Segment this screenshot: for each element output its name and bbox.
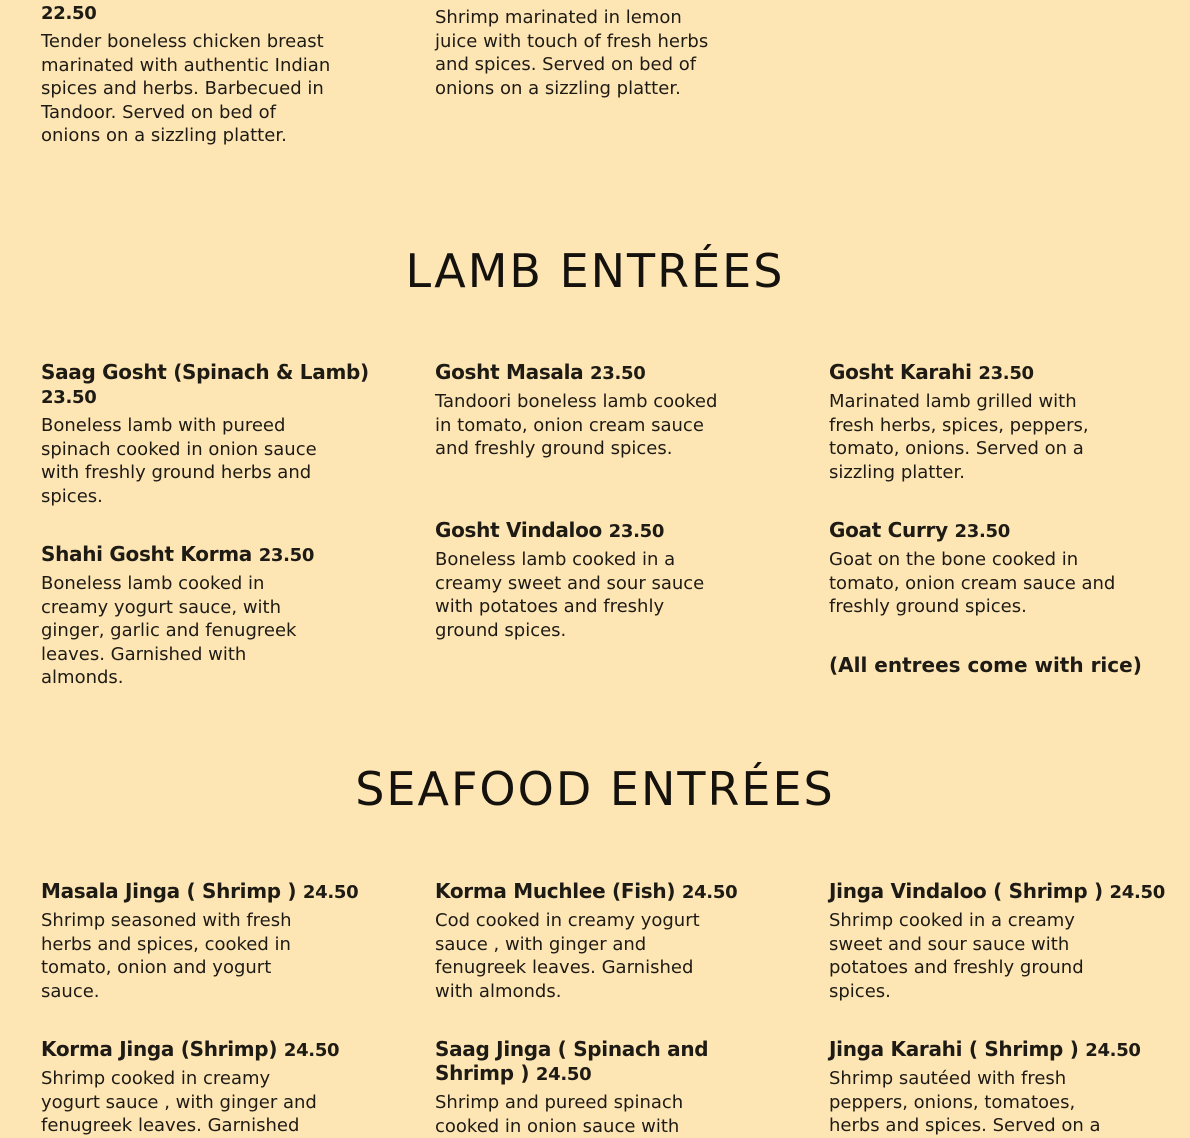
item-name: Gosht Masala: [435, 360, 584, 384]
item-price: 24.50: [1085, 1040, 1141, 1061]
item-heading: [435, 1037, 785, 1087]
item-heading: [41, 360, 391, 410]
item-description: Shrimp seasoned with fresh herbs and spices, cooked in tomato, onion and yogurt sauce.: [41, 910, 292, 1002]
item-description: Boneless lamb cooked in a creamy sweet and sour sauce with potatoes and freshly ground spices.: [435, 549, 705, 641]
menu-item: [829, 1037, 1179, 1138]
item-name: Gosht Vindaloo: [435, 518, 602, 542]
item-price: 24.50: [535, 1064, 592, 1085]
item-heading: [829, 518, 1179, 544]
menu-item: [829, 518, 1179, 619]
item-heading: [41, 879, 391, 905]
item-heading: [829, 360, 1179, 386]
item-description: Tender boneless chicken breast marinated with authentic Indian spices and herbs. Barbecued in Tandoor. Served on bed of onions on a sizzling platter.: [41, 31, 331, 146]
menu-item: [41, 542, 391, 690]
item-name: Jinga Vindaloo ( Shrimp ): [829, 879, 1103, 903]
item-description: Shrimp cooked in a creamy sweet and sour sauce with potatoes and freshly ground spices.: [829, 910, 1084, 1002]
item-name: Saag Gosht (Spinach & Lamb): [41, 360, 369, 384]
item-heading: [41, 0, 391, 26]
menu-item-tandoori-chicken: [41, 0, 391, 148]
item-description: Marinated lamb grilled with fresh herbs, spices, peppers, tomato, onions. Served on a sizzling platter.: [829, 391, 1089, 483]
item-price: 24.50: [1109, 882, 1165, 903]
item-description: Shrimp cooked in creamy yogurt sauce , with ginger and fenugreek leaves. Garnished: [41, 1068, 317, 1136]
item-price: 23.50: [258, 545, 315, 566]
item-heading: [435, 518, 785, 544]
menu-item: [435, 879, 785, 1003]
menu-item: [435, 360, 785, 461]
item-name: Korma Jinga (Shrimp): [41, 1037, 278, 1061]
item-description: Shrimp marinated in lemon juice with touch of fresh herbs and spices. Served on bed of onions on a sizzling platter.: [435, 7, 709, 99]
item-name: Jinga Karahi ( Shrimp ): [829, 1037, 1079, 1061]
menu-item: [41, 360, 391, 508]
item-description: Cod cooked in creamy yogurt sauce , with ginger and fenugreek leaves. Garnished with almonds.: [435, 910, 700, 1002]
item-name: Korma Muchlee (Fish): [435, 879, 676, 903]
item-name: Gosht Karahi: [829, 360, 972, 384]
rice-note: (All entrees come with rice): [829, 653, 1142, 677]
section-title-seafood: SEAFOOD ENTRÉES: [355, 762, 835, 816]
menu-item: [829, 879, 1179, 1003]
item-price: 23.50: [954, 521, 1010, 542]
item-price: 23.50: [590, 363, 646, 384]
item-price: 24.50: [681, 882, 738, 903]
item-price: 23.50: [978, 363, 1034, 384]
item-description: Shrimp and pureed spinach cooked in onion sauce with: [435, 1092, 684, 1137]
item-price: 22.50: [41, 3, 97, 24]
item-description: Tandoori boneless lamb cooked in tomato, onion cream sauce and freshly ground spices.: [435, 391, 718, 459]
item-price: 24.50: [302, 882, 359, 903]
item-name: Masala Jinga ( Shrimp ): [41, 879, 297, 903]
item-description: Boneless lamb cooked in creamy yogurt sauce, with ginger, garlic and fenugreek leaves. Garnished with almonds.: [41, 573, 297, 688]
item-heading: [435, 879, 785, 905]
menu-item: [435, 1037, 785, 1138]
item-name: Saag Jinga ( Spinach and Shrimp ): [435, 1037, 709, 1085]
item-heading: [829, 1037, 1179, 1063]
item-name: Goat Curry: [829, 518, 948, 542]
menu-item: [829, 360, 1179, 484]
item-price: 23.50: [608, 521, 665, 542]
menu-item: [435, 518, 785, 642]
menu-item: [41, 1037, 391, 1138]
item-heading: [435, 360, 785, 386]
item-description: Shrimp sautéed with fresh peppers, onions, tomatoes, herbs and spices. Served on a: [829, 1068, 1101, 1136]
item-description: Boneless lamb with pureed spinach cooked in onion sauce with freshly ground herbs and spices.: [41, 415, 317, 507]
item-description: Goat on the bone cooked in tomato, onion cream sauce and freshly ground spices.: [829, 549, 1116, 617]
section-title-lamb: LAMB ENTRÉES: [405, 244, 785, 298]
menu-item-tandoori-shrimp: [435, 6, 785, 100]
item-name: Shahi Gosht Korma: [41, 542, 253, 566]
item-heading: [41, 1037, 391, 1063]
item-heading: [829, 879, 1179, 905]
menu-item: [41, 879, 391, 1003]
item-price: 23.50: [41, 387, 97, 408]
item-heading: [41, 542, 391, 568]
item-price: 24.50: [283, 1040, 340, 1061]
